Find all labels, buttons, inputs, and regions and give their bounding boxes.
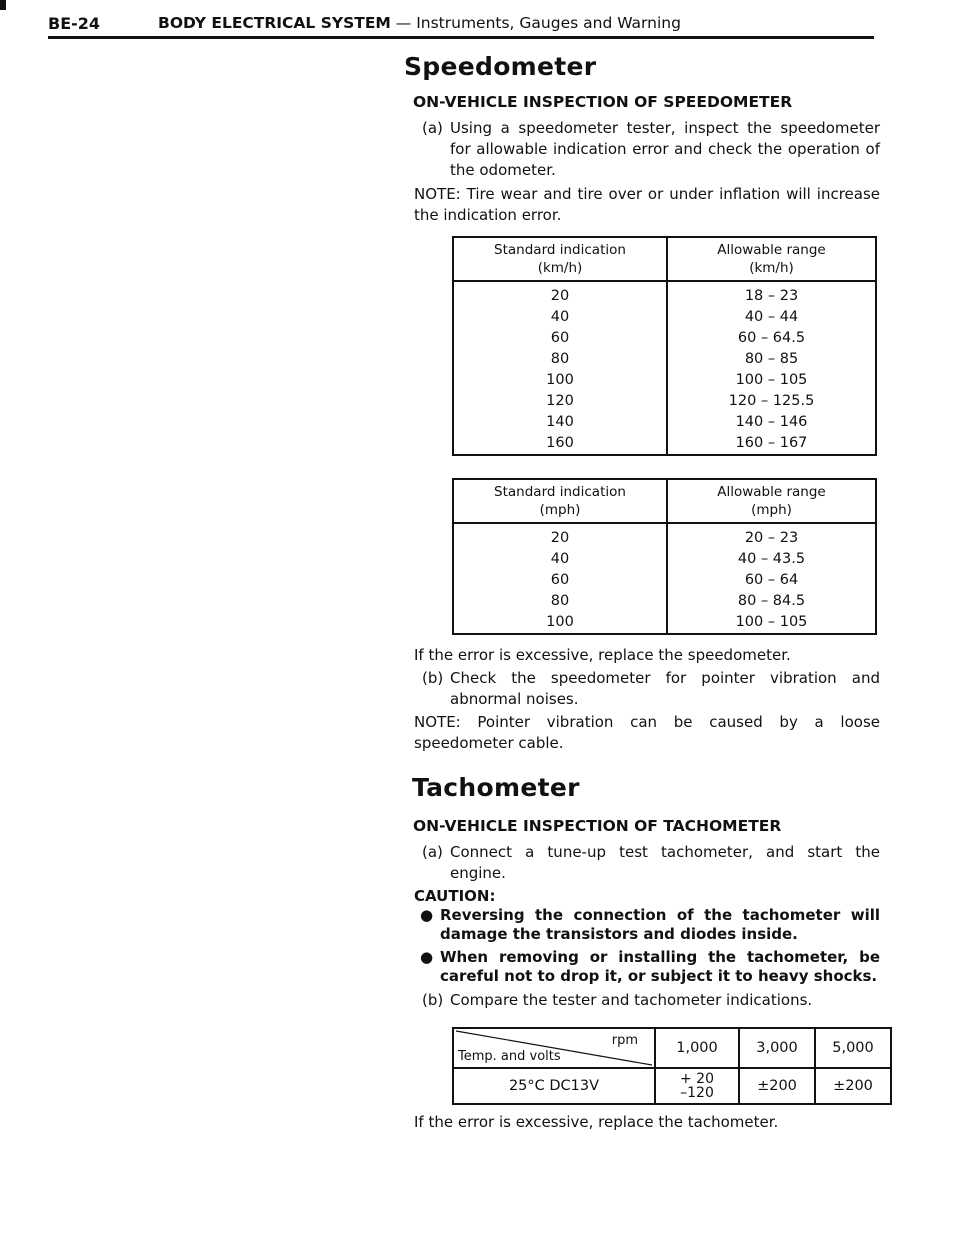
tachometer-step-a: Connect a tune-up test tachometer, and start the engine.: [450, 843, 880, 882]
speedometer-step-b: Check the speedometer for pointer vibration and abnormal noises.: [450, 669, 880, 708]
header-section: BODY ELECTRICAL SYSTEM: [158, 14, 391, 32]
rpm-1000-header: 1,000: [655, 1028, 739, 1068]
speedometer-mph-table: [452, 478, 877, 635]
rpm-3000-header: 3,000: [739, 1028, 815, 1068]
speedometer-step-a-label: (a): [422, 119, 443, 137]
speedometer-step-a: Using a speedometer tester, inspect the speedometer for allowable indication error and check the operation of the odometer.: [450, 119, 880, 179]
column-header-standard: Standard indication (mph): [453, 479, 667, 523]
table-header-row: [453, 1028, 891, 1068]
diagonal-header-cell: [453, 1028, 655, 1068]
table-row: 120 120 – 125.5: [453, 391, 876, 412]
speedometer-step-b-label: (b): [422, 669, 444, 687]
table-row: 60 60 – 64: [453, 570, 876, 591]
table-row: 140 140 – 146: [453, 412, 876, 433]
speedometer-kmh-table: [452, 236, 877, 456]
table-row: 100 100 – 105: [453, 612, 876, 634]
table-row: 80 80 – 84.5: [453, 591, 876, 612]
table-row: 80 80 – 85: [453, 349, 876, 370]
speedometer-note-2: NOTE: Pointer vibration can be caused by a loose speedometer cable.: [414, 713, 880, 752]
tachometer-if-error: If the error is excessive, replace the tachometer.: [414, 1113, 779, 1131]
table-row: 40 40 – 44: [453, 307, 876, 328]
table-row: 160 160 – 167: [453, 433, 876, 455]
tolerance-plus: + 20: [680, 1070, 714, 1087]
header-title: [158, 14, 681, 32]
bullet-icon: ●: [420, 948, 434, 966]
speedometer-if-error: If the error is excessive, replace the speedometer.: [414, 646, 791, 664]
table-row: 40 40 – 43.5: [453, 549, 876, 570]
table-header-row: [453, 479, 876, 523]
rpm-5000-header: 5,000: [815, 1028, 891, 1068]
speedometer-note-1: NOTE: Tire wear and tire over or under inflation will increase the indication error.: [414, 185, 880, 224]
speedometer-heading: ON-VEHICLE INSPECTION OF SPEEDOMETER: [413, 93, 793, 111]
tachometer-step-b-label: (b): [422, 991, 444, 1009]
tachometer-step-b: Compare the tester and tachometer indications.: [450, 991, 813, 1009]
condition-cell: 25°C DC13V: [453, 1068, 655, 1104]
page-corner-mark: [0, 0, 6, 10]
table-row: 100 100 – 105: [453, 370, 876, 391]
speedometer-title: Speedometer: [404, 52, 597, 81]
tachometer-heading: ON-VEHICLE INSPECTION OF TACHOMETER: [413, 817, 782, 835]
rpm-label: rpm: [611, 1033, 638, 1048]
tachometer-step-a-label: (a): [422, 843, 443, 861]
table-row: 20 20 – 23: [453, 523, 876, 549]
temp-volts-label: Temp. and volts: [458, 1049, 561, 1064]
page-number: BE-24: [48, 14, 101, 33]
header-rule: [48, 36, 874, 39]
tolerance-3000-cell: ±200: [739, 1068, 815, 1104]
column-header-allowable: Allowable range (mph): [667, 479, 876, 523]
table-row: 60 60 – 64.5: [453, 328, 876, 349]
tachometer-table: [452, 1027, 892, 1105]
table-row: [453, 1068, 891, 1104]
tachometer-title: Tachometer: [412, 773, 580, 802]
tolerance-1000-cell: [655, 1068, 739, 1104]
column-header-standard: Standard indication (km/h): [453, 237, 667, 281]
table-header-row: [453, 237, 876, 281]
page-header: [48, 14, 874, 42]
header-subtitle: — Instruments, Gauges and Warning: [390, 14, 681, 32]
tolerance-minus: –120: [680, 1084, 714, 1101]
caution-title: CAUTION:: [414, 887, 496, 905]
caution-item-reversing: Reversing the connection of the tachometer will damage the transistors and diodes inside.: [440, 906, 880, 943]
tolerance-5000-cell: ±200: [815, 1068, 891, 1104]
table-row: 20 18 – 23: [453, 281, 876, 307]
column-header-allowable: Allowable range (km/h): [667, 237, 876, 281]
bullet-icon: ●: [420, 906, 434, 924]
caution-item-handling: When removing or installing the tachometer, be careful not to drop it, or subject it to heavy shocks.: [440, 948, 880, 985]
